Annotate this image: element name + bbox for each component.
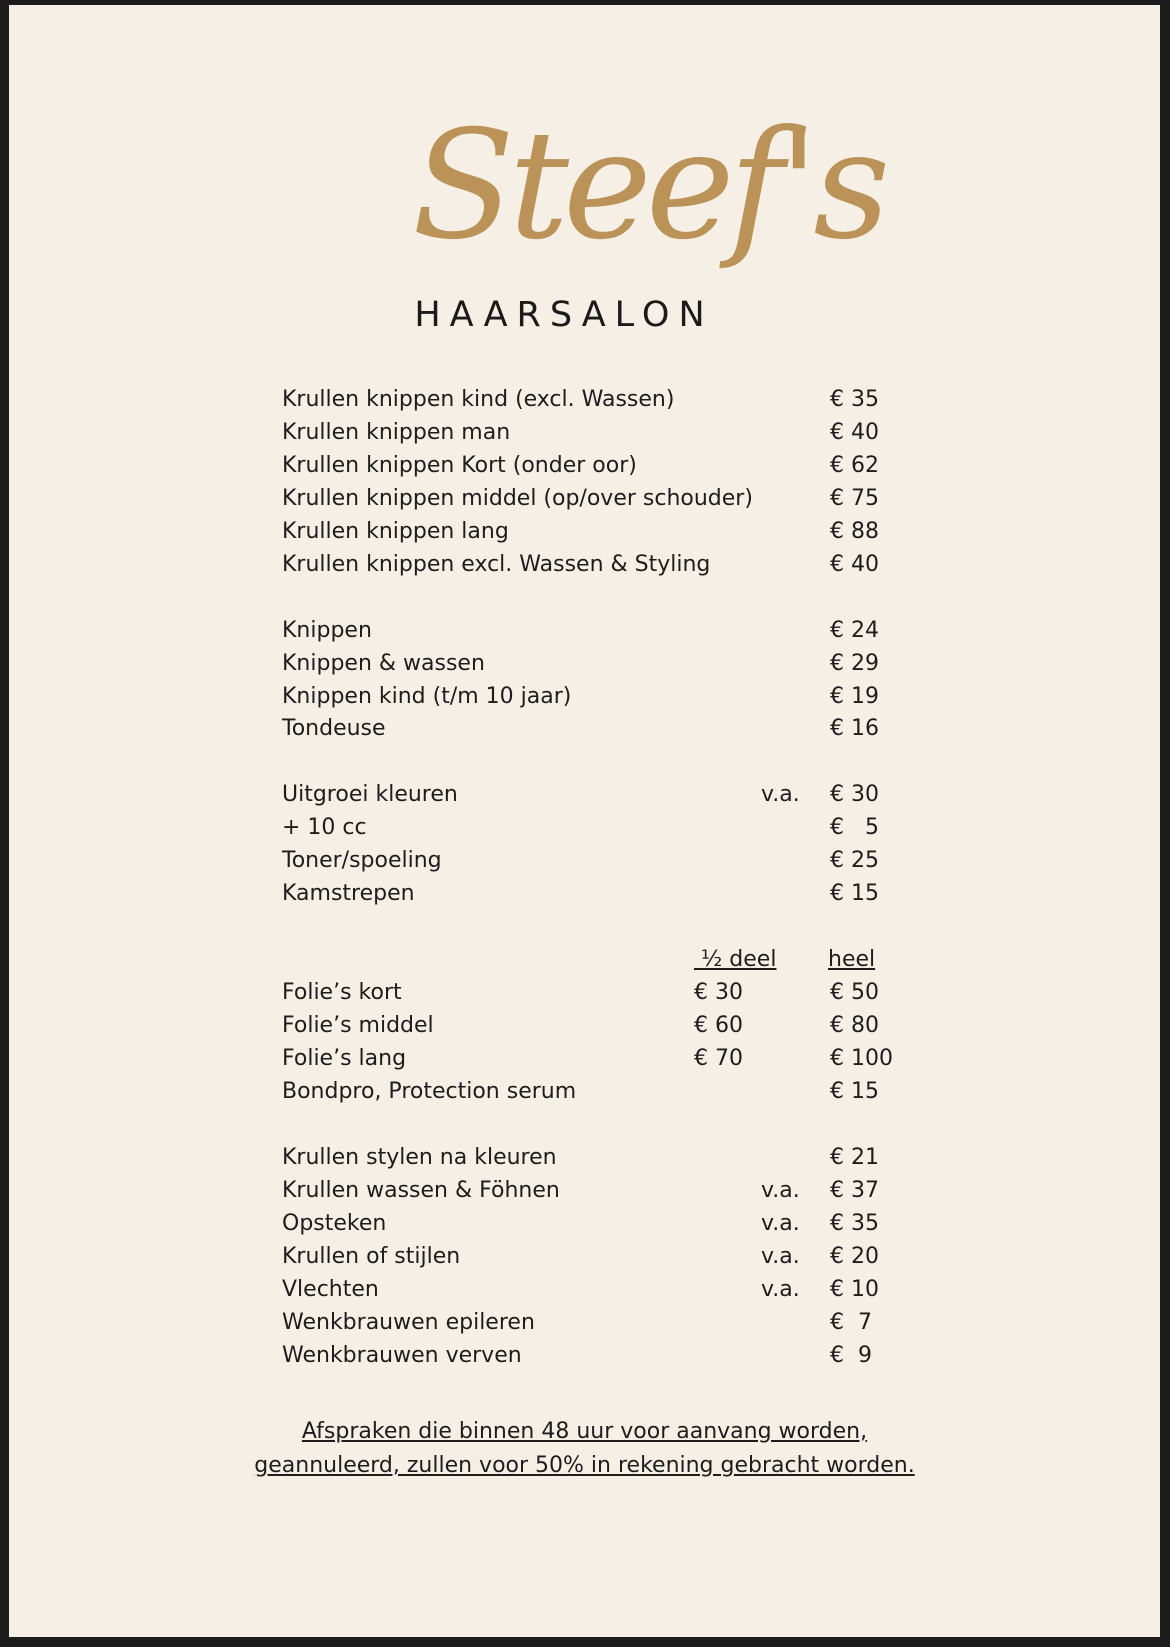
service-price: € 88 — [830, 519, 879, 544]
service-row — [9, 1043, 1160, 1075]
price-prefix: v.a. — [761, 1244, 800, 1269]
service-row — [9, 713, 1160, 745]
service-row — [9, 450, 1160, 482]
service-price: € 19 — [830, 684, 879, 709]
service-price: € 5 — [830, 815, 879, 840]
service-row — [9, 812, 1160, 844]
service-price: € 37 — [830, 1178, 879, 1203]
service-label: Krullen knippen man — [282, 420, 511, 445]
service-price: € 20 — [830, 1244, 879, 1269]
service-price: € 40 — [830, 420, 879, 445]
service-price: € 10 — [830, 1277, 879, 1302]
price-prefix: v.a. — [761, 1211, 800, 1236]
service-row — [9, 615, 1160, 647]
service-price: € 75 — [830, 486, 879, 511]
service-row — [9, 384, 1160, 416]
service-label: Krullen of stijlen — [282, 1244, 461, 1269]
service-price: € 40 — [830, 552, 879, 577]
service-price: € 35 — [830, 387, 879, 412]
notice-line-2: geannuleerd, zullen voor 50% in rekening gebracht worden. — [254, 1453, 915, 1478]
service-label: Krullen knippen kind (excl. Wassen) — [282, 387, 675, 412]
service-price: € 16 — [830, 716, 879, 741]
service-row — [9, 1175, 1160, 1207]
service-row — [9, 1142, 1160, 1174]
service-row — [9, 845, 1160, 877]
service-label: Knippen kind (t/m 10 jaar) — [282, 684, 572, 709]
service-row — [9, 1010, 1160, 1042]
service-row — [9, 549, 1160, 581]
service-row — [9, 483, 1160, 515]
service-row — [9, 1340, 1160, 1372]
price-prefix: v.a. — [761, 1178, 800, 1203]
service-price: € 15 — [830, 881, 879, 906]
service-price: € 25 — [830, 848, 879, 873]
logo-subtitle: HAARSALON — [414, 295, 714, 335]
service-row — [9, 1274, 1160, 1306]
service-price: € 80 — [830, 1013, 879, 1038]
service-row — [9, 681, 1160, 713]
service-row — [9, 779, 1160, 811]
price-prefix: v.a. — [761, 1277, 800, 1302]
service-label: Folie’s kort — [282, 980, 402, 1005]
service-label: Vlechten — [282, 1277, 379, 1302]
service-label: Kamstrepen — [282, 881, 415, 906]
service-row — [9, 1208, 1160, 1240]
service-price: € 100 — [830, 1046, 893, 1071]
cancellation-notice — [9, 1415, 1160, 1483]
service-label: Krullen knippen excl. Wassen & Styling — [282, 552, 711, 577]
service-price: € 62 — [830, 453, 879, 478]
service-label: Krullen stylen na kleuren — [282, 1145, 557, 1170]
service-price: € 35 — [830, 1211, 879, 1236]
service-price: € 7 — [830, 1310, 872, 1335]
service-label: Bondpro, Protection serum — [282, 1079, 577, 1104]
service-row — [9, 977, 1160, 1009]
service-label: Knippen & wassen — [282, 651, 485, 676]
notice-line-1: Afspraken die binnen 48 uur voor aanvang worden, — [301, 1419, 868, 1444]
service-label: Krullen wassen & Föhnen — [282, 1178, 560, 1203]
service-price: € 50 — [830, 980, 879, 1005]
service-row — [9, 1241, 1160, 1273]
service-label: Opsteken — [282, 1211, 387, 1236]
price-list-page — [9, 5, 1160, 1637]
service-price: € 21 — [830, 1145, 879, 1170]
service-price: € 30 — [830, 782, 879, 807]
logo-script-text: Steef's — [412, 99, 885, 273]
service-label: Folie’s middel — [282, 1013, 434, 1038]
service-label: Tondeuse — [282, 716, 386, 741]
service-row — [9, 1076, 1160, 1108]
service-label: Knippen — [282, 618, 372, 643]
half-price: € 60 — [694, 1013, 743, 1038]
service-row — [9, 516, 1160, 548]
service-label: Wenkbrauwen epileren — [282, 1310, 535, 1335]
price-prefix: v.a. — [761, 782, 800, 807]
service-label: + 10 cc — [282, 815, 367, 840]
service-price: € 29 — [830, 651, 879, 676]
service-row — [9, 878, 1160, 910]
service-label: Krullen knippen Kort (onder oor) — [282, 453, 637, 478]
half-column-header: ½ deel — [694, 947, 777, 972]
service-label: Krullen knippen middel (op/over schouder) — [282, 486, 753, 511]
folie-header-row — [9, 944, 1160, 976]
service-row — [9, 417, 1160, 449]
half-price: € 30 — [694, 980, 743, 1005]
price-list — [9, 5, 1160, 1637]
service-price: € 15 — [830, 1079, 879, 1104]
service-label: Wenkbrauwen verven — [282, 1343, 522, 1368]
service-label: Folie’s lang — [282, 1046, 407, 1071]
full-column-header: heel — [828, 947, 876, 972]
service-label: Krullen knippen lang — [282, 519, 509, 544]
service-label: Uitgroei kleuren — [282, 782, 458, 807]
service-label: Toner/spoeling — [282, 848, 442, 873]
service-row — [9, 1307, 1160, 1339]
service-price: € 9 — [830, 1343, 872, 1368]
half-price: € 70 — [694, 1046, 743, 1071]
service-price: € 24 — [830, 618, 879, 643]
service-row — [9, 648, 1160, 680]
